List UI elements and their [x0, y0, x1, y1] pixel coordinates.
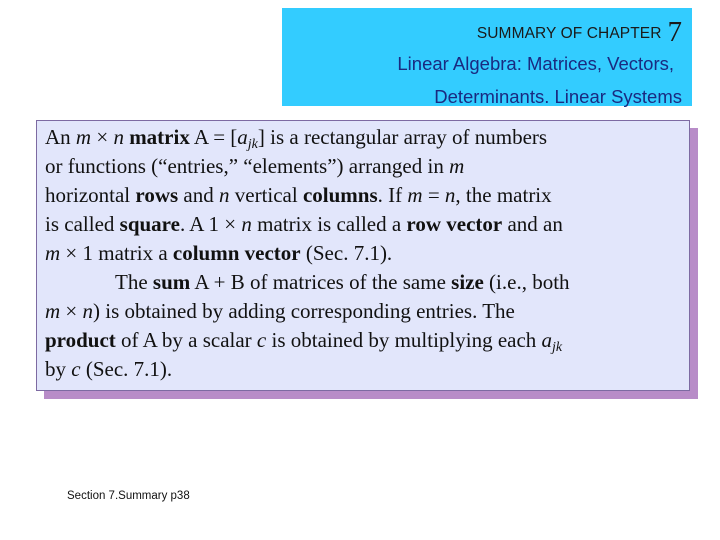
text-line-3: horizontal rows and n vertical columns. If m = n, the matrix [45, 183, 552, 207]
text-line-7: m × n) is obtained by adding corresponding entries. The [45, 299, 515, 323]
text-line-9: by c (Sec. 7.1). [45, 357, 173, 381]
text-line-1: An m × n matrix $A = [a_{jk}]$ is a rectangular array of numbers [45, 125, 548, 152]
chapter-header [282, 8, 692, 106]
summary-text-box [36, 120, 690, 391]
chapter-number: 7 [667, 16, 682, 48]
chapter-title-line-2: Determinants. Linear Systems [434, 86, 682, 107]
text-line-2: or functions (“entries,” “elements”) arranged in m [45, 154, 465, 178]
text-line-8: product of A by a scalar c is obtained by multiplying each $a_{jk}$ [45, 328, 563, 355]
text-line-6: The sum A + B of matrices of the same size (i.e., both [115, 270, 570, 294]
chapter-label: SUMMARY OF CHAPTER [476, 25, 662, 42]
chapter-title-line-1: Linear Algebra: Matrices, Vectors, [397, 53, 674, 74]
chapter-heading [477, 16, 682, 49]
slide-footer: Section 7.Summary p38 [67, 490, 190, 502]
text-line-5: m × 1 matrix a column vector (Sec. 7.1). [45, 241, 393, 265]
text-line-4: is called square. A 1 × n matrix is called a row vector and an [45, 212, 563, 236]
